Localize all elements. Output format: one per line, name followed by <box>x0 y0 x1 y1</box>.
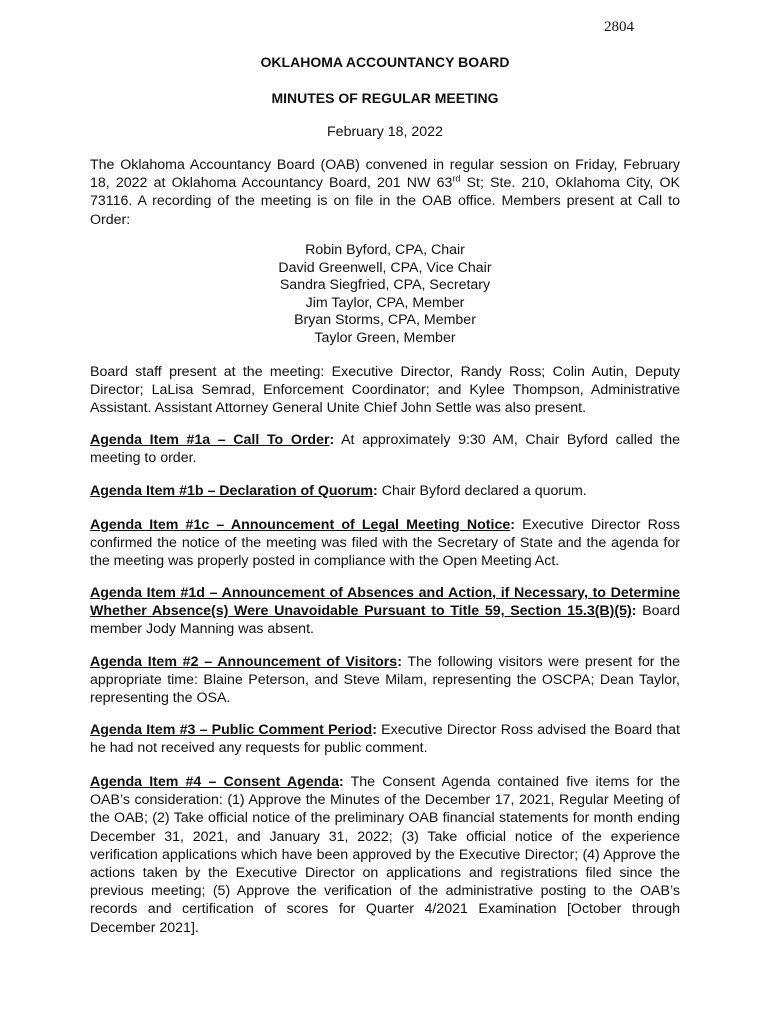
agenda-item-1b <box>90 482 680 500</box>
agenda-item-text: The Consent Agenda contained five items for the OAB’s consideration: (1) Approve the Minutes of the December 17, 2021, Regular Meeting of the OAB; (2) Take official notice of the preliminary OAB financial statements for month ending December 31, 2021, and January 31, 2022; (3) Take official notice of the experience verification applications which have been approved by the Executive Director; (4) Approve the actions taken by the Executive Director on applications and registrations filed since the previous meeting; (5) Approve the verification of the administrative posting to the OAB’s records and certification of scores for Quarter 4/2021 Examination [October through December 2021]. <box>90 774 681 936</box>
agenda-item-1c <box>90 516 680 571</box>
intro-paragraph <box>90 156 680 229</box>
members-present-list <box>0 242 770 348</box>
agenda-item-text: Executive Director Ross confirmed the notice of the meeting was filed with the Secretary of State and the agenda for the meeting was properly posted in compliance with the Open Meeting Act. <box>90 517 680 570</box>
agenda-item-text: Executive Director Ross advised the Board that he had not received any requests for public comment. <box>90 722 680 757</box>
agenda-item-label: Agenda Item #2 – Announcement of Visitors <box>90 654 398 670</box>
agenda-item-text: Board member Jody Manning was absent. <box>90 603 680 638</box>
intro-text-part1: The Oklahoma Accountancy Board (OAB) convened in regular session on Friday, February 18, 2022 at Oklahoma Accountancy Board, 201 NW 63 <box>90 157 680 192</box>
member-item: Jim Taylor, CPA, Member <box>305 294 465 311</box>
label-colon: : <box>373 483 378 499</box>
label-colon: : <box>338 774 344 790</box>
agenda-item-text: At approximately 9:30 AM, Chair Byford called the meeting to order. <box>90 432 680 467</box>
agenda-item-label: Agenda Item #1c – Announcement of Legal Meeting Notice <box>90 517 511 533</box>
label-colon: : <box>329 432 335 448</box>
agenda-item-text: Chair Byford declared a quorum. <box>377 483 587 499</box>
agenda-item-text: The following visitors were present for the appropriate time: Blaine Peterson, and Steve Milam, representing the OSCPA; Dean Taylor, representing the OSA. <box>90 654 680 707</box>
member-item: Bryan Storms, CPA, Member <box>294 312 476 329</box>
meeting-date: February 18, 2022 <box>327 124 443 140</box>
agenda-item-2 <box>90 653 680 708</box>
member-item: Robin Byford, CPA, Chair <box>305 242 465 258</box>
staff-paragraph: Board staff present at the meeting: Executive Director, Randy Ross; Colin Autin, Deputy Director; LaLisa Semrad, Enforcement Coordinator; and Kylee Thompson, Administrative Assistant. Assistant Attorney General Unite Chief John Settle was also present. <box>90 364 680 417</box>
label-colon: : <box>372 722 377 738</box>
intro-text-part2: St; Ste. 210, Oklahoma City, OK 73116. A recording of the meeting is on file in the OAB office. Members present at Call to Order: <box>90 175 681 228</box>
agenda-item-1a <box>90 431 680 467</box>
agenda-item-4 <box>90 773 680 937</box>
agenda-item-label: Agenda Item #1a – Call To Order <box>90 432 330 448</box>
page-number: 2804 <box>604 19 634 35</box>
label-colon: : <box>510 517 515 533</box>
agenda-item-label: Agenda Item #1b – Declaration of Quorum <box>90 483 374 499</box>
agenda-item-label: Agenda Item #4 – Consent Agenda <box>90 774 339 790</box>
intro-superscript: rd <box>452 173 461 184</box>
agenda-item-label: Agenda Item #3 – Public Comment Period <box>90 722 373 738</box>
label-colon: : <box>397 654 402 670</box>
agenda-item-1d <box>90 584 680 639</box>
member-item: Sandra Siegfried, CPA, Secretary <box>279 277 491 294</box>
org-title: OKLAHOMA ACCOUNTANCY BOARD <box>260 54 510 70</box>
member-item: Taylor Green, Member <box>314 329 456 346</box>
label-colon: : <box>631 603 637 620</box>
agenda-item-3 <box>90 721 680 757</box>
agenda-item-label: Agenda Item #1d – Announcement of Absences and Action, if Necessary, to Determine Whether Absence(s) Were Unavoidable Pursuant to Title 59, Section 15.3(B)(5) <box>90 585 680 620</box>
document-title: MINUTES OF REGULAR MEETING <box>271 90 499 106</box>
member-item: David Greenwell, CPA, Vice Chair <box>278 259 492 276</box>
